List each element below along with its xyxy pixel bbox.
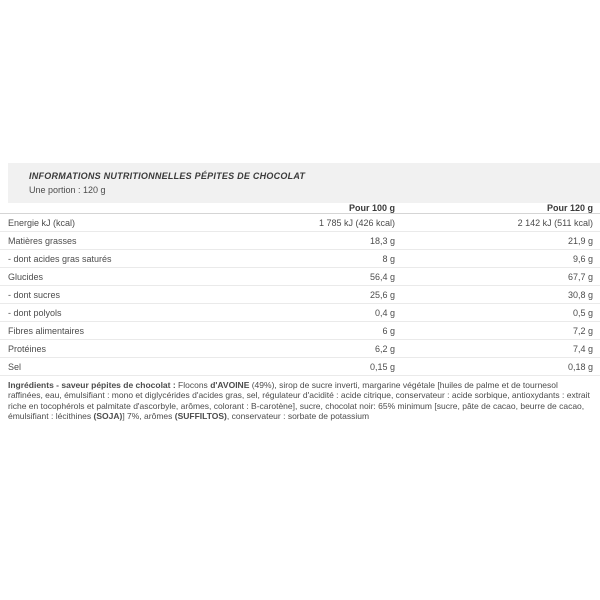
value-per-100g: 25,6 g	[369, 289, 395, 300]
value-per-100g: 6,2 g	[374, 343, 395, 354]
nutrient-label: Matières grasses	[8, 235, 77, 246]
value-per-120g: 7,2 g	[572, 325, 593, 336]
nutrient-label: - dont polyols	[8, 307, 62, 318]
nutrient-label: - dont sucres	[8, 289, 61, 300]
value-per-100g: 0,15 g	[369, 361, 395, 372]
table-row-polyols	[0, 304, 600, 322]
value-per-100g: 8 g	[382, 253, 395, 264]
allergen-avoine: d'AVOINE	[210, 380, 250, 390]
value-per-120g: 30,8 g	[567, 289, 593, 300]
section-title: INFORMATIONS NUTRITIONNELLES PÉPITES DE CHOCOLAT	[29, 171, 306, 181]
nutrition-table	[0, 203, 600, 376]
nutrition-header-band	[8, 163, 600, 203]
table-row-fibres	[0, 322, 600, 340]
nutrient-label: Protéines	[8, 343, 47, 354]
value-per-100g: 6 g	[382, 325, 395, 336]
nutrient-label: Fibres alimentaires	[8, 325, 85, 336]
value-per-100g: 1 785 kJ (426 kcal)	[318, 217, 395, 228]
table-row-sel	[0, 358, 600, 376]
column-header-per-120g: Pour 120 g	[546, 203, 593, 213]
ingredients-paragraph	[8, 380, 594, 421]
ingredients-text: ] 7%, arômes	[122, 410, 175, 421]
table-row-sucres	[0, 286, 600, 304]
portion-size: Une portion : 120 g	[29, 185, 106, 195]
table-row-proteines	[0, 340, 600, 358]
value-per-100g: 18,3 g	[369, 235, 395, 246]
allergen-soja: (SOJA)	[93, 410, 123, 421]
nutrient-label: - dont acides gras saturés	[8, 253, 112, 264]
value-per-120g: 9,6 g	[572, 253, 593, 264]
value-per-120g: 67,7 g	[567, 271, 593, 282]
table-row-matieres-grasses	[0, 232, 600, 250]
table-header-row	[0, 203, 600, 214]
value-per-120g: 0,18 g	[567, 361, 593, 372]
ingredients-text: (49%), sirop de sucre inverti, margarine végétale [huiles de palme et de tournesol raffinées, eau, émulsifiant : mono et diglycérides d'acides gras, sel, régulateur d'acidité : acide citrique, conservateur : acide sorbique, antioxydants : extrait riche en tocophérols et palmitate d'ascorbyle, arômes, colorant : B-carotène], sucre, chocolat noir: 65% minimum [sucre, pâte de cacao, beurre de cacao, émulsifiant : lécithines	[8, 380, 590, 421]
value-per-120g: 7,4 g	[572, 343, 593, 354]
value-per-100g: 0,4 g	[374, 307, 395, 318]
nutrient-label: Glucides	[8, 271, 44, 282]
ingredients-text: , conservateur : sorbate de potassium	[226, 410, 370, 421]
ingredients-text: Flocons	[175, 380, 211, 390]
table-row-energie	[0, 214, 600, 232]
value-per-120g: 2 142 kJ (511 kcal)	[517, 217, 593, 228]
table-row-glucides	[0, 268, 600, 286]
nutrient-label: Energie kJ (kcal)	[8, 217, 76, 228]
ingredients-heading: Ingrédients - saveur pépites de chocolat :	[8, 380, 176, 390]
nutrient-label: Sel	[8, 361, 22, 372]
column-header-per-100g: Pour 100 g	[348, 203, 395, 213]
value-per-120g: 21,9 g	[567, 235, 593, 246]
value-per-100g: 56,4 g	[369, 271, 395, 282]
allergen-suffiltos: (SUFFILTOS)	[174, 410, 227, 421]
table-row-acides-gras-satures	[0, 250, 600, 268]
value-per-120g: 0,5 g	[572, 307, 593, 318]
